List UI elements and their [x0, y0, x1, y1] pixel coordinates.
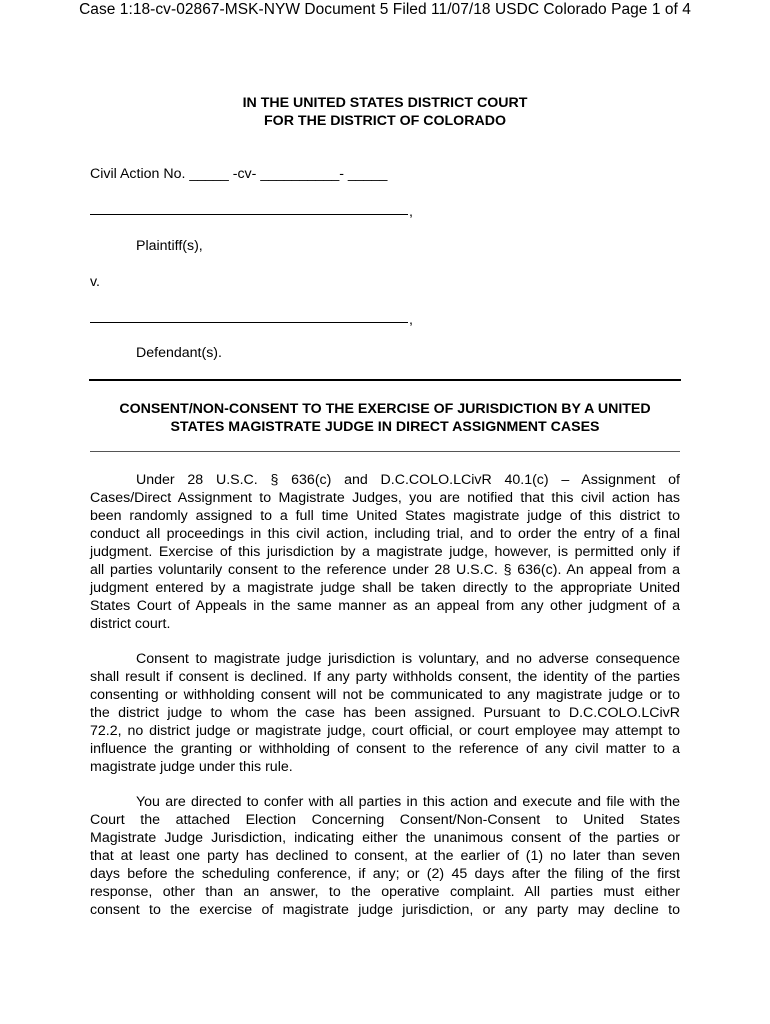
plaintiff-label: Plaintiff(s),	[136, 238, 203, 254]
paragraph-line: that at least one party has declined to consent, at the earlier of (1) no later than seven	[90, 848, 680, 864]
document-title-line-1: CONSENT/NON-CONSENT TO THE EXERCISE OF JURISDICTION BY A UNITED	[119, 401, 651, 417]
paragraph-line: influence the granting or withholding of consent to the reference of any civil matter to a	[90, 741, 680, 757]
plaintiff-comma: ,	[409, 204, 413, 220]
paragraph-line: district court.	[90, 616, 171, 632]
document-title-line-2: STATES MAGISTRATE JUDGE IN DIRECT ASSIGNMENT CASES	[170, 419, 600, 435]
plaintiff-name-line	[90, 214, 408, 215]
paragraph-line: Court the attached Election Concerning Consent/Non-Consent to United States	[90, 812, 680, 828]
paragraph-line: response, other than an answer, to the operative complaint. All parties must either	[90, 884, 680, 900]
versus-label: v.	[90, 274, 100, 290]
paragraph-assignment-notice	[90, 471, 680, 633]
case-header: Case 1:18-cv-02867-MSK-NYW Document 5 Filed 11/07/18 USDC Colorado Page 1 of 4	[79, 1, 691, 18]
defendant-label: Defendant(s).	[136, 345, 222, 361]
paragraph-line: days before the scheduling conference, if any; or (2) 45 days after the filing of the first	[90, 866, 680, 882]
paragraph-line: 72.2, no district judge or magistrate judge, court official, or court employee may attempt to	[90, 723, 680, 739]
paragraph-line: You are directed to confer with all parties in this action and execute and file with the	[136, 794, 680, 810]
paragraph-line: shall result if consent is declined. If any party withholds consent, the identity of the parties	[90, 669, 680, 685]
paragraph-line: consenting or withholding consent will not be communicated to any magistrate judge or to	[90, 687, 680, 703]
paragraph-line: judgment. Exercise of this jurisdiction by a magistrate judge, however, is permitted only if	[90, 544, 680, 560]
defendant-comma: ,	[409, 312, 413, 328]
paragraph-line: Under 28 U.S.C. § 636(c) and D.C.COLO.LCivR 40.1(c) – Assignment of	[136, 472, 680, 488]
paragraph-line: consent to the exercise of magistrate judge jurisdiction, or any party may decline to	[90, 902, 680, 918]
paragraph-line: conduct all proceedings in this civil action, including trial, and to order the entry of a final	[90, 526, 680, 542]
paragraph-line: Consent to magistrate judge jurisdiction is voluntary, and no adverse consequence	[136, 651, 680, 667]
paragraph-line: judgment entered by a magistrate judge shall be taken directly to the appropriate United	[90, 580, 680, 596]
caption-divider	[89, 379, 681, 381]
court-name: IN THE UNITED STATES DISTRICT COURT	[242, 95, 528, 111]
paragraph-line: been randomly assigned to a full time United States magistrate judge of this district to	[90, 508, 680, 524]
civil-action-number: Civil Action No. _____ -cv- __________- _____	[90, 166, 388, 182]
paragraph-line: Cases/Direct Assignment to Magistrate Judges, you are notified that this civil action has	[90, 490, 680, 506]
defendant-name-line	[90, 322, 408, 323]
paragraph-line: magistrate judge under this rule.	[90, 759, 293, 775]
court-district: FOR THE DISTRICT OF COLORADO	[264, 113, 506, 129]
title-divider	[90, 451, 680, 452]
paragraph-confer-directive	[90, 793, 680, 919]
paragraph-line: States Court of Appeals in the same manner as an appeal from any other judgment of a	[90, 598, 680, 614]
paragraph-voluntary-consent	[90, 650, 680, 776]
paragraph-line: all parties voluntarily consent to the reference under 28 U.S.C. § 636(c). An appeal from a	[90, 562, 680, 578]
paragraph-line: Magistrate Judge Jurisdiction, indicating either the unanimous consent of the parties or	[90, 830, 680, 846]
paragraph-line: the district judge to whom the case has been assigned. Pursuant to D.C.COLO.LCivR	[90, 705, 680, 721]
